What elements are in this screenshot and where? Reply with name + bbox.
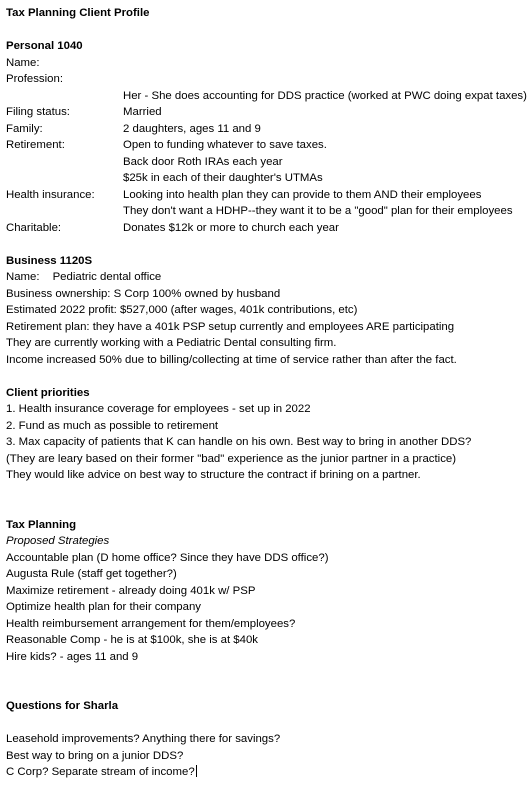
retirement-row bbox=[6, 154, 528, 171]
health-row bbox=[6, 203, 528, 220]
strategy-line: Accountable plan (D home office? Since they have DDS office?) bbox=[6, 551, 329, 564]
priorities-heading: Client priorities bbox=[6, 386, 90, 399]
retirement-row bbox=[6, 137, 528, 154]
retirement-row bbox=[6, 170, 528, 187]
priority-line: 2. Fund as much as possible to retirement bbox=[6, 419, 219, 432]
personal-heading: Personal 1040 bbox=[6, 40, 83, 52]
question-line: Leasehold improvements? Anything there for savings? bbox=[6, 733, 281, 745]
business-line: They are currently working with a Pediatric Dental consulting firm. bbox=[6, 337, 337, 349]
priority-line: 1. Health insurance coverage for employees - set up in 2022 bbox=[6, 403, 311, 415]
family-row bbox=[6, 121, 528, 138]
strategy-line: Health reimbursement arrangement for them/employees? bbox=[6, 617, 296, 630]
charitable-value: Donates $12k or more to church each year bbox=[123, 221, 339, 234]
retirement-value: Open to funding whatever to save taxes. bbox=[123, 139, 327, 151]
health-row bbox=[6, 187, 528, 204]
priority-line: (They are leary based on their former "bad" experience as the junior partner in a practice) bbox=[6, 452, 457, 465]
planning-subheading: Proposed Strategies bbox=[6, 535, 110, 547]
priority-line: 3. Max capacity of patients that K can handle on his own. Best way to bring in another DDS? bbox=[6, 436, 472, 448]
health-label: Health insurance: bbox=[6, 188, 95, 201]
filing-value: Married bbox=[123, 106, 162, 118]
business-line: Retirement plan: they have a 401k PSP setup currently and employees ARE participating bbox=[6, 320, 455, 333]
health-value: They don't want a HDHP--they want it to be a "good" plan for their employees bbox=[123, 205, 513, 217]
profession-label-row bbox=[6, 71, 528, 88]
name-row bbox=[6, 55, 528, 72]
family-label: Family: bbox=[6, 122, 43, 135]
business-name-label: Name: bbox=[6, 271, 40, 283]
name-label: Name: bbox=[6, 56, 40, 69]
strategy-line: Augusta Rule (staff get together?) bbox=[6, 568, 177, 580]
strategy-line: Hire kids? - ages 11 and 9 bbox=[6, 650, 139, 663]
doc-title: Tax Planning Client Profile bbox=[6, 7, 150, 19]
strategy-line: Maximize retirement - already doing 401k w/ PSP bbox=[6, 584, 256, 597]
health-value: Looking into health plan they can provide to them AND their employees bbox=[123, 188, 482, 201]
filing-label: Filing status: bbox=[6, 106, 70, 118]
filing-row bbox=[6, 104, 528, 121]
charitable-label: Charitable: bbox=[6, 221, 62, 234]
profession-value: Her - She does accounting for DDS practice (worked at PWC doing expat taxes) bbox=[123, 89, 527, 102]
business-name-row bbox=[6, 269, 528, 286]
questions-heading: Questions for Sharla bbox=[6, 700, 119, 712]
business-line: Income increased 50% due to billing/collecting at time of service rather than after the fact. bbox=[6, 353, 457, 366]
strategy-line: Reasonable Comp - he is at $100k, she is at $40k bbox=[6, 634, 259, 646]
profession-label: Profession: bbox=[6, 73, 63, 85]
question-line-text: C Corp? Separate stream of income? bbox=[6, 766, 195, 778]
family-value: 2 daughters, ages 11 and 9 bbox=[123, 122, 261, 135]
document-page[interactable] bbox=[6, 5, 528, 781]
charitable-row bbox=[6, 220, 528, 237]
strategy-line: Optimize health plan for their company bbox=[6, 601, 202, 613]
priority-line: They would like advice on best way to structure the contract if brining on a partner. bbox=[6, 469, 421, 481]
profession-row bbox=[6, 88, 528, 105]
business-name-value: Pediatric dental office bbox=[52, 271, 162, 283]
planning-heading: Tax Planning bbox=[6, 518, 77, 531]
business-line: Business ownership: S Corp 100% owned by husband bbox=[6, 287, 281, 300]
retirement-label: Retirement: bbox=[6, 139, 65, 151]
question-line: Best way to bring on a junior DDS? bbox=[6, 749, 184, 762]
retirement-value: $25k in each of their daughter's UTMAs bbox=[123, 172, 323, 184]
business-line: Estimated 2022 profit: $527,000 (after wages, 401k contributions, etc) bbox=[6, 304, 358, 316]
text-cursor bbox=[196, 765, 197, 777]
retirement-value: Back door Roth IRAs each year bbox=[123, 155, 283, 168]
question-line-last[interactable] bbox=[6, 764, 528, 781]
business-heading: Business 1120S bbox=[6, 254, 93, 267]
